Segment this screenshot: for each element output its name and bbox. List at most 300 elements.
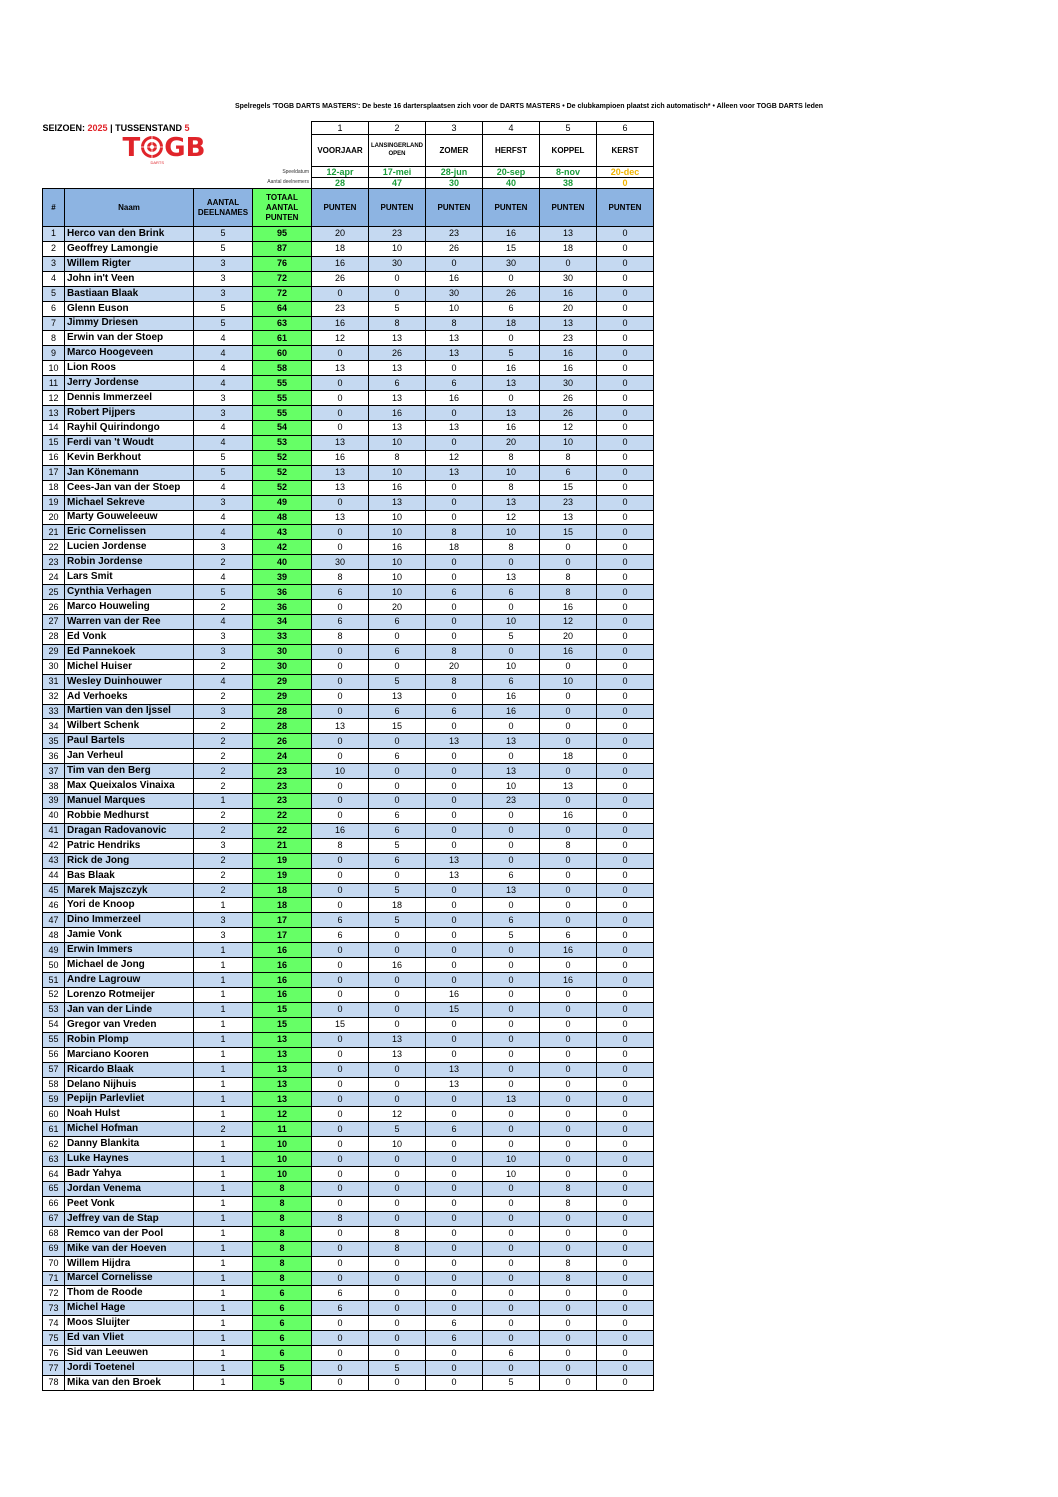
table-row	[43, 555, 654, 570]
rank-cell: 28	[43, 629, 65, 644]
col-punten-header: PUNTEN	[540, 189, 597, 227]
points-event-2: 0	[369, 1301, 426, 1316]
table-row	[43, 316, 654, 331]
rank-cell: 59	[43, 1092, 65, 1107]
points-event-3: 0	[426, 1196, 483, 1211]
points-event-5: 8	[540, 585, 597, 600]
table-row	[43, 376, 654, 391]
event-name: KOPPEL	[540, 135, 597, 167]
points-event-3: 6	[426, 704, 483, 719]
points-event-1: 8	[312, 570, 369, 585]
total-points: 10	[253, 1167, 312, 1182]
points-event-4: 0	[483, 1301, 540, 1316]
col-totaal-header: TOTAAL AANTAL PUNTEN	[253, 189, 312, 227]
rank-cell: 22	[43, 540, 65, 555]
event-name: ZOMER	[426, 135, 483, 167]
points-event-5: 0	[540, 853, 597, 868]
points-event-3: 0	[426, 1271, 483, 1286]
points-event-6: 0	[597, 495, 654, 510]
points-event-1: 16	[312, 450, 369, 465]
rank-cell: 32	[43, 689, 65, 704]
points-event-6: 0	[597, 1271, 654, 1286]
player-name: Marco Houweling	[65, 600, 194, 615]
rank-cell: 48	[43, 928, 65, 943]
points-event-6: 0	[597, 1301, 654, 1316]
points-event-1: 6	[312, 614, 369, 629]
table-row	[43, 1032, 654, 1047]
rank-cell: 26	[43, 600, 65, 615]
points-event-1: 0	[312, 1346, 369, 1361]
points-event-5: 8	[540, 570, 597, 585]
rank-cell: 27	[43, 614, 65, 629]
total-points: 64	[253, 301, 312, 316]
points-event-5: 8	[540, 1196, 597, 1211]
deelnames-cell: 1	[194, 1316, 253, 1331]
points-event-5: 0	[540, 659, 597, 674]
col-deelnames-header: AANTAL DEELNAMES	[194, 189, 253, 227]
total-points: 6	[253, 1331, 312, 1346]
deelnames-cell: 5	[194, 241, 253, 256]
total-points: 13	[253, 1092, 312, 1107]
points-event-4: 0	[483, 1077, 540, 1092]
player-name: Max Queixalos Vinaixa	[65, 779, 194, 794]
table-row	[43, 480, 654, 495]
table-row	[43, 465, 654, 480]
player-name: Dino Immerzeel	[65, 913, 194, 928]
rank-cell: 65	[43, 1182, 65, 1197]
total-points: 33	[253, 629, 312, 644]
total-points: 15	[253, 1002, 312, 1017]
deelnemers-label: Aantal deelnemers	[267, 179, 309, 186]
rank-cell: 41	[43, 823, 65, 838]
points-event-3: 0	[426, 1286, 483, 1301]
points-event-3: 0	[426, 495, 483, 510]
player-name: Willem Rigter	[65, 256, 194, 271]
player-name: Herco van den Brink	[65, 227, 194, 242]
points-event-4: 13	[483, 734, 540, 749]
player-name: Mika van den Broek	[65, 1375, 194, 1390]
player-name: Thom de Roode	[65, 1286, 194, 1301]
points-event-1: 0	[312, 883, 369, 898]
points-event-5: 15	[540, 525, 597, 540]
points-event-4: 16	[483, 689, 540, 704]
points-event-4: 0	[483, 808, 540, 823]
points-event-4: 0	[483, 1241, 540, 1256]
points-event-4: 0	[483, 1361, 540, 1376]
table-row	[43, 1316, 654, 1331]
points-event-1: 0	[312, 1241, 369, 1256]
player-name: Michel Hofman	[65, 1122, 194, 1137]
season-year: 2025	[87, 122, 108, 133]
table-row	[43, 1017, 654, 1032]
deelnames-cell: 1	[194, 1226, 253, 1241]
points-event-2: 6	[369, 704, 426, 719]
points-event-3: 6	[426, 1122, 483, 1137]
deelnames-cell: 1	[194, 1107, 253, 1122]
table-row	[43, 346, 654, 361]
points-event-4: 6	[483, 1346, 540, 1361]
deelnames-cell: 1	[194, 1196, 253, 1211]
points-event-6: 0	[597, 420, 654, 435]
points-event-6: 0	[597, 376, 654, 391]
points-event-3: 8	[426, 525, 483, 540]
rank-cell: 68	[43, 1226, 65, 1241]
points-event-4: 0	[483, 644, 540, 659]
points-event-2: 20	[369, 600, 426, 615]
total-points: 36	[253, 600, 312, 615]
deelnames-cell: 2	[194, 853, 253, 868]
points-event-3: 26	[426, 241, 483, 256]
total-points: 42	[253, 540, 312, 555]
rank-cell: 66	[43, 1196, 65, 1211]
points-event-2: 0	[369, 286, 426, 301]
points-event-3: 8	[426, 644, 483, 659]
player-name: Paul Bartels	[65, 734, 194, 749]
points-event-3: 0	[426, 749, 483, 764]
total-points: 22	[253, 808, 312, 823]
total-points: 55	[253, 391, 312, 406]
deelnames-cell: 2	[194, 883, 253, 898]
total-points: 5	[253, 1361, 312, 1376]
points-event-1: 0	[312, 406, 369, 421]
player-name: Jordan Venema	[65, 1182, 194, 1197]
player-name: Bas Blaak	[65, 868, 194, 883]
player-name: Ed Vonk	[65, 629, 194, 644]
points-event-5: 10	[540, 674, 597, 689]
points-event-3: 0	[426, 913, 483, 928]
table-row	[43, 1167, 654, 1182]
points-event-2: 0	[369, 1196, 426, 1211]
points-event-6: 0	[597, 659, 654, 674]
table-row	[43, 570, 654, 585]
rank-cell: 4	[43, 271, 65, 286]
points-event-2: 0	[369, 1092, 426, 1107]
points-event-5: 16	[540, 286, 597, 301]
rank-cell: 73	[43, 1301, 65, 1316]
table-row	[43, 958, 654, 973]
points-event-5: 0	[540, 719, 597, 734]
deelnames-cell: 2	[194, 689, 253, 704]
player-name: Michel Hage	[65, 1301, 194, 1316]
total-points: 16	[253, 943, 312, 958]
deelnames-cell: 3	[194, 391, 253, 406]
points-event-5: 0	[540, 958, 597, 973]
points-event-2: 26	[369, 346, 426, 361]
points-event-2: 30	[369, 256, 426, 271]
points-event-4: 16	[483, 420, 540, 435]
rank-cell: 3	[43, 256, 65, 271]
points-event-2: 10	[369, 465, 426, 480]
rank-cell: 35	[43, 734, 65, 749]
points-event-6: 0	[597, 1062, 654, 1077]
points-event-1: 0	[312, 1182, 369, 1197]
deelnames-cell: 2	[194, 600, 253, 615]
table-row	[43, 823, 654, 838]
points-event-1: 8	[312, 1211, 369, 1226]
total-points: 8	[253, 1182, 312, 1197]
points-event-2: 10	[369, 525, 426, 540]
points-event-1: 6	[312, 913, 369, 928]
points-event-5: 0	[540, 1226, 597, 1241]
deelnames-cell: 2	[194, 719, 253, 734]
points-event-3: 18	[426, 540, 483, 555]
points-event-5: 0	[540, 898, 597, 913]
points-event-1: 0	[312, 1092, 369, 1107]
table-row	[43, 794, 654, 809]
points-event-1: 0	[312, 853, 369, 868]
points-event-1: 13	[312, 435, 369, 450]
table-row	[43, 1077, 654, 1092]
points-event-5: 16	[540, 361, 597, 376]
points-event-6: 0	[597, 1196, 654, 1211]
points-event-1: 0	[312, 749, 369, 764]
points-event-5: 0	[540, 1107, 597, 1122]
points-event-2: 0	[369, 943, 426, 958]
rules-text: Spelregels 'TOGB DARTS MASTERS': De beste 16 dartersplaatsen zich voor de DARTS MASTERS • De clubkampioen plaatst zich automatisch* • Alleen voor TOGB DARTS leden	[234, 103, 824, 110]
rank-cell: 76	[43, 1346, 65, 1361]
table-row	[43, 227, 654, 242]
points-event-2: 15	[369, 719, 426, 734]
table-row	[43, 659, 654, 674]
logo-letter-t: T	[122, 134, 141, 163]
event-participant-count: 28	[312, 178, 369, 189]
table-row	[43, 614, 654, 629]
points-event-1: 0	[312, 1047, 369, 1062]
deelnames-cell: 1	[194, 1137, 253, 1152]
points-event-1: 0	[312, 1331, 369, 1346]
total-points: 23	[253, 779, 312, 794]
player-name: Jan van der Linde	[65, 1002, 194, 1017]
table-row	[43, 808, 654, 823]
points-event-5: 6	[540, 465, 597, 480]
event-name: VOORJAAR	[312, 135, 369, 167]
points-event-1: 18	[312, 241, 369, 256]
table-row	[43, 1331, 654, 1346]
table-row	[43, 674, 654, 689]
points-event-5: 0	[540, 1301, 597, 1316]
points-event-1: 0	[312, 1122, 369, 1137]
col-rank-header: #	[43, 189, 65, 227]
points-event-2: 16	[369, 406, 426, 421]
rank-cell: 7	[43, 316, 65, 331]
points-event-4: 0	[483, 600, 540, 615]
points-event-1: 10	[312, 764, 369, 779]
player-name: Moos Sluijter	[65, 1316, 194, 1331]
points-event-3: 10	[426, 301, 483, 316]
deelnames-cell: 3	[194, 644, 253, 659]
points-event-5: 0	[540, 555, 597, 570]
total-points: 16	[253, 973, 312, 988]
total-points: 36	[253, 585, 312, 600]
points-event-2: 16	[369, 958, 426, 973]
points-event-5: 0	[540, 689, 597, 704]
total-points: 43	[253, 525, 312, 540]
player-name: Bastiaan Blaak	[65, 286, 194, 301]
deelnames-cell: 1	[194, 1331, 253, 1346]
points-event-4: 18	[483, 316, 540, 331]
points-event-4: 0	[483, 1062, 540, 1077]
points-event-1: 0	[312, 988, 369, 1003]
total-points: 19	[253, 853, 312, 868]
points-event-5: 18	[540, 749, 597, 764]
rank-cell: 21	[43, 525, 65, 540]
points-event-6: 0	[597, 271, 654, 286]
rank-cell: 44	[43, 868, 65, 883]
points-event-4: 0	[483, 1331, 540, 1346]
player-name: Yori de Knoop	[65, 898, 194, 913]
points-event-2: 0	[369, 1182, 426, 1197]
table-row	[43, 749, 654, 764]
points-event-3: 0	[426, 629, 483, 644]
points-event-4: 0	[483, 1137, 540, 1152]
table-row	[43, 1137, 654, 1152]
points-event-4: 0	[483, 1032, 540, 1047]
points-event-3: 0	[426, 779, 483, 794]
rank-cell: 53	[43, 1002, 65, 1017]
deelnames-cell: 4	[194, 480, 253, 495]
points-event-5: 10	[540, 435, 597, 450]
rank-cell: 77	[43, 1361, 65, 1376]
points-event-6: 0	[597, 450, 654, 465]
points-event-6: 0	[597, 1286, 654, 1301]
player-name: Marek Majszczyk	[65, 883, 194, 898]
total-points: 52	[253, 465, 312, 480]
event-number: 4	[483, 122, 540, 135]
rank-cell: 17	[43, 465, 65, 480]
player-name: Manuel Marques	[65, 794, 194, 809]
points-event-2: 13	[369, 420, 426, 435]
table-row	[43, 1002, 654, 1017]
player-name: Ferdi van 't Woudt	[65, 435, 194, 450]
points-event-2: 16	[369, 480, 426, 495]
points-event-5: 0	[540, 734, 597, 749]
points-event-1: 13	[312, 719, 369, 734]
deelnames-cell: 1	[194, 1375, 253, 1390]
points-event-6: 0	[597, 227, 654, 242]
deelnames-cell: 1	[194, 988, 253, 1003]
player-name: Jan Könemann	[65, 465, 194, 480]
rank-cell: 36	[43, 749, 65, 764]
table-row	[43, 868, 654, 883]
points-event-6: 0	[597, 973, 654, 988]
player-name: Jimmy Driesen	[65, 316, 194, 331]
points-event-4: 0	[483, 1286, 540, 1301]
player-name: Robbie Medhurst	[65, 808, 194, 823]
points-event-4: 0	[483, 1211, 540, 1226]
points-event-6: 0	[597, 241, 654, 256]
stand-number: 5	[184, 122, 190, 133]
player-name: Robin Plomp	[65, 1032, 194, 1047]
table-row	[43, 420, 654, 435]
rank-cell: 30	[43, 659, 65, 674]
points-event-5: 30	[540, 376, 597, 391]
points-event-6: 0	[597, 704, 654, 719]
points-event-4: 5	[483, 1375, 540, 1390]
rank-cell: 51	[43, 973, 65, 988]
points-event-2: 6	[369, 749, 426, 764]
total-points: 40	[253, 555, 312, 570]
player-name: Glenn Euson	[65, 301, 194, 316]
points-event-2: 10	[369, 555, 426, 570]
points-event-4: 0	[483, 823, 540, 838]
points-event-2: 23	[369, 227, 426, 242]
points-event-1: 0	[312, 540, 369, 555]
total-points: 29	[253, 689, 312, 704]
player-name: Lorenzo Rotmeijer	[65, 988, 194, 1003]
points-event-6: 0	[597, 480, 654, 495]
points-event-2: 5	[369, 838, 426, 853]
rank-cell: 18	[43, 480, 65, 495]
points-event-4: 0	[483, 988, 540, 1003]
table-row	[43, 1256, 654, 1271]
rank-cell: 24	[43, 570, 65, 585]
deelnames-cell: 1	[194, 1017, 253, 1032]
deelnames-cell: 2	[194, 734, 253, 749]
deelnames-cell: 4	[194, 420, 253, 435]
points-event-6: 0	[597, 794, 654, 809]
total-points: 52	[253, 450, 312, 465]
total-points: 55	[253, 376, 312, 391]
deelnames-cell: 3	[194, 913, 253, 928]
player-name: Ricardo Blaak	[65, 1062, 194, 1077]
rank-cell: 49	[43, 943, 65, 958]
deelnames-cell: 4	[194, 614, 253, 629]
event-participant-count: 40	[483, 178, 540, 189]
points-event-3: 0	[426, 943, 483, 958]
deelnames-cell: 5	[194, 227, 253, 242]
points-event-1: 0	[312, 1361, 369, 1376]
points-event-3: 13	[426, 734, 483, 749]
event-number: 5	[540, 122, 597, 135]
points-event-3: 12	[426, 450, 483, 465]
points-event-4: 0	[483, 1256, 540, 1271]
points-event-5: 15	[540, 480, 597, 495]
points-event-3: 0	[426, 1092, 483, 1107]
points-event-4: 13	[483, 883, 540, 898]
points-event-3: 0	[426, 1361, 483, 1376]
table-row	[43, 1346, 654, 1361]
points-event-5: 16	[540, 808, 597, 823]
player-name: Kevin Berkhout	[65, 450, 194, 465]
player-name: Cynthia Verhagen	[65, 585, 194, 600]
points-event-3: 0	[426, 480, 483, 495]
points-event-6: 0	[597, 629, 654, 644]
points-event-5: 13	[540, 779, 597, 794]
points-event-1: 8	[312, 838, 369, 853]
points-event-1: 0	[312, 376, 369, 391]
points-event-5: 0	[540, 1062, 597, 1077]
points-event-5: 0	[540, 1077, 597, 1092]
total-points: 13	[253, 1047, 312, 1062]
points-event-1: 16	[312, 316, 369, 331]
points-event-1: 6	[312, 1286, 369, 1301]
points-event-4: 20	[483, 435, 540, 450]
points-event-4: 6	[483, 301, 540, 316]
total-points: 72	[253, 271, 312, 286]
points-event-3: 0	[426, 256, 483, 271]
points-event-3: 0	[426, 898, 483, 913]
points-event-3: 0	[426, 510, 483, 525]
points-event-3: 0	[426, 1107, 483, 1122]
deelnames-cell: 1	[194, 1286, 253, 1301]
total-points: 53	[253, 435, 312, 450]
table-row	[43, 704, 654, 719]
points-event-2: 0	[369, 629, 426, 644]
points-event-4: 16	[483, 704, 540, 719]
points-event-3: 0	[426, 794, 483, 809]
points-event-5: 0	[540, 868, 597, 883]
points-event-6: 0	[597, 1017, 654, 1032]
